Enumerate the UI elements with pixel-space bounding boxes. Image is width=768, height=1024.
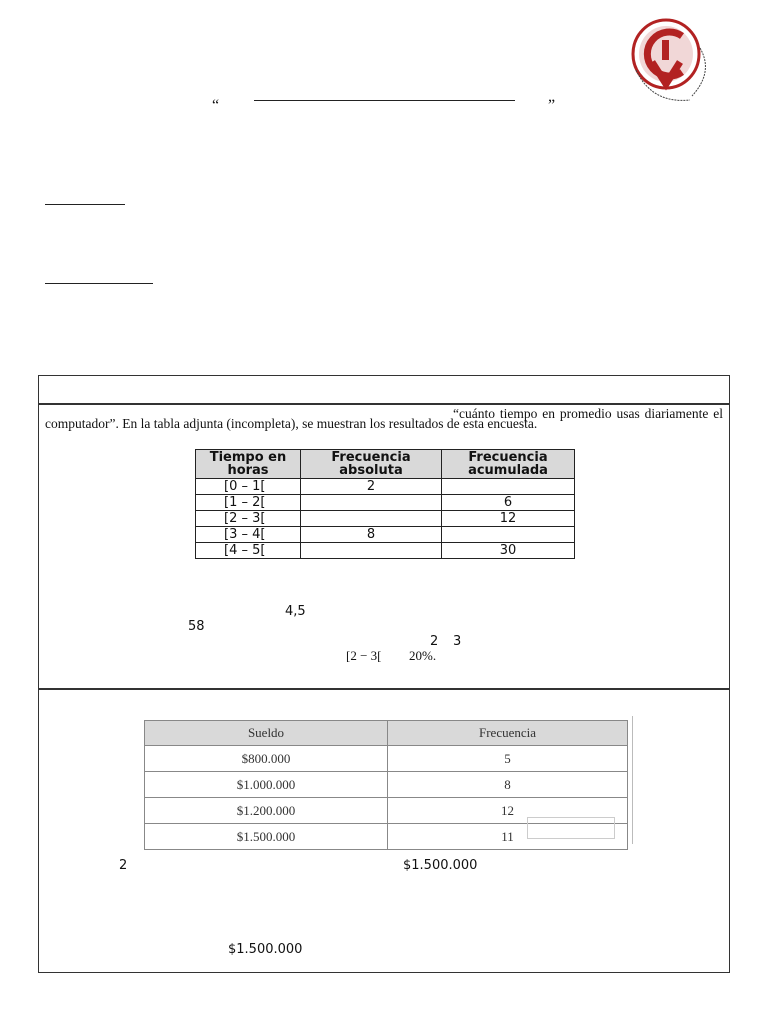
fragment-amount-1: $1.500.000: [403, 858, 478, 873]
cell-absolute: [301, 511, 442, 527]
cell-interval: [0 – 1[: [196, 479, 301, 495]
fragment-two: 2: [119, 858, 128, 873]
title-close-quote: ”: [548, 97, 556, 114]
cell-frequency: 11: [388, 824, 628, 850]
table-row: [196, 495, 575, 511]
course-field-line: [45, 283, 153, 284]
table-scan-edge: [632, 716, 633, 844]
table-header-row: [145, 721, 628, 746]
cell-interval: [3 – 4[: [196, 527, 301, 543]
cell-absolute: [301, 543, 442, 559]
question-1-text-line1: “cuánto tiempo en promedio usas diariamente el: [453, 406, 723, 421]
table-row: [145, 772, 628, 798]
option-c-value-1: 2: [430, 634, 439, 649]
cell-salary: $1.200.000: [145, 798, 388, 824]
cell-interval: [4 – 5[: [196, 543, 301, 559]
question-1-box: [38, 403, 730, 690]
exercise-box-header: [38, 375, 730, 405]
table-row: [196, 527, 575, 543]
option-d-percent: 20%.: [409, 648, 437, 663]
cell-frequency: 12: [388, 798, 628, 824]
cell-absolute: 2: [301, 479, 442, 495]
option-d-interval: [2 − 3[: [346, 648, 382, 663]
fragment-amount-2: $1.500.000: [228, 942, 303, 957]
option-a-value: 4,5: [285, 604, 306, 619]
cell-salary: $1.500.000: [145, 824, 388, 850]
col-header-absolute: Frecuencia absoluta: [301, 450, 442, 479]
cell-cumulative: [442, 527, 575, 543]
question-2-box: [38, 688, 730, 973]
question-1-text-line2: computador”. En la tabla adjunta (incompleta), se muestran los resultados de esta encuesta.: [45, 416, 538, 431]
table-row: [196, 543, 575, 559]
col-header-cumulative: Frecuencia acumulada: [442, 450, 575, 479]
name-field-line: [45, 204, 125, 205]
col-header-time: Tiempo en horas: [196, 450, 301, 479]
table-row: [196, 479, 575, 495]
title-underline: [254, 100, 515, 101]
cell-salary: $1.000.000: [145, 772, 388, 798]
option-b-value: 58: [188, 619, 205, 634]
time-frequency-table: [195, 449, 575, 559]
table-row: [145, 746, 628, 772]
col-header-frequency: Frecuencia: [388, 721, 628, 746]
cell-interval: [2 – 3[: [196, 511, 301, 527]
cell-absolute: [301, 495, 442, 511]
col-header-salary: Sueldo: [145, 721, 388, 746]
school-logo: [622, 12, 726, 108]
cell-absolute: 8: [301, 527, 442, 543]
cell-cumulative: 30: [442, 543, 575, 559]
cell-frequency: 8: [388, 772, 628, 798]
title-open-quote: “: [212, 97, 220, 114]
faint-scan-artifact: [527, 817, 615, 839]
option-c-value-2: 3: [453, 634, 462, 649]
cell-cumulative: 12: [442, 511, 575, 527]
cell-frequency: 5: [388, 746, 628, 772]
cell-interval: [1 – 2[: [196, 495, 301, 511]
cell-cumulative: 6: [442, 495, 575, 511]
cell-cumulative: [442, 479, 575, 495]
table-row: [196, 511, 575, 527]
table-header-row: [196, 450, 575, 479]
cell-salary: $800.000: [145, 746, 388, 772]
